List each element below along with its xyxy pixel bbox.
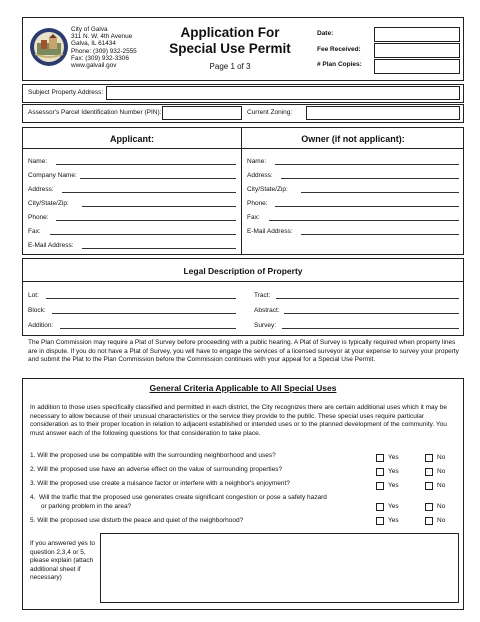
applicant-phone-label: Phone: xyxy=(28,214,49,221)
criteria-intro: In addition to those uses specifically classified and permitted in each district, the City recognizes there are certain additional uses which it may be necessary to allow because of their unusual characteristics or the service they provide to the public. These special uses require particular consideration as to their proper location in relation to adjacent established or intended uses or to the planned development of the community. You must answer each of the following questions for that consideration to take place. xyxy=(30,404,447,437)
pin-label: Assessor's Parcel Identification Number (PIN): xyxy=(28,109,162,116)
question-4-no-label: No xyxy=(437,503,446,510)
addition-label: Addition: xyxy=(28,322,54,329)
question-4-yes-label: Yes xyxy=(388,503,399,510)
question-1-no-label: No xyxy=(437,454,446,461)
question-5-yes-label: Yes xyxy=(388,517,399,524)
plat-survey-note: The Plan Commission may require a Plat of Survey before proceeding with a public hearing. A Plat of Survey is typically required when property lines are in dispute. If you do not have a Plat of Survey, you will have to engage the services of a licensed surveyor at your expense to survey your property and submit the Plat to the Plan Commission before the Commission continues with your appeal for a Special Use Permit. xyxy=(28,339,459,364)
question-5-no-checkbox[interactable] xyxy=(425,517,433,525)
owner-email-label: E-Mail Address: xyxy=(247,228,293,235)
legal-title: Legal Description of Property xyxy=(183,266,303,276)
question-3: 3. Will the proposed use create a nuisance factor or interfere with a neighbor's enjoyment? xyxy=(30,480,290,487)
applicant-owner-rule xyxy=(22,148,464,149)
question-2-yes-label: Yes xyxy=(388,468,399,475)
city-fax: Fax: (309) 932-3306 xyxy=(71,54,129,62)
question-1-yes-checkbox[interactable] xyxy=(376,454,384,462)
plan-copies-field[interactable] xyxy=(374,59,460,74)
applicant-company-label: Company Name: xyxy=(28,172,77,179)
abstract-field[interactable] xyxy=(284,305,459,314)
owner-fax-field[interactable] xyxy=(269,212,459,221)
applicant-company-field[interactable] xyxy=(80,170,236,179)
question-2: 2. Will the proposed use have an adverse effect on the value of surrounding properties? xyxy=(30,466,283,473)
applicant-address-field[interactable] xyxy=(62,184,236,193)
applicant-fax-label: Fax: xyxy=(28,228,41,235)
survey-label: Survey: xyxy=(254,322,277,329)
applicant-email-label: E-Mail Address: xyxy=(28,242,74,249)
owner-email-field[interactable] xyxy=(301,226,459,235)
block-label: Block: xyxy=(28,307,46,314)
question-5-no-label: No xyxy=(437,517,446,524)
applicant-city-field[interactable] xyxy=(82,198,236,207)
question-2-no-checkbox[interactable] xyxy=(425,468,433,476)
owner-phone-field[interactable] xyxy=(275,198,459,207)
zoning-label: Current Zoning: xyxy=(247,109,293,116)
block-field[interactable] xyxy=(52,305,236,314)
fee-received-field[interactable] xyxy=(374,43,460,58)
owner-address-label: Address: xyxy=(247,172,273,179)
question-1: 1. Will the proposed use be compatible with the surrounding neighborhood and uses? xyxy=(30,452,276,459)
applicant-name-label: Name: xyxy=(28,158,48,165)
pin-field[interactable] xyxy=(162,106,242,120)
question-1-no-checkbox[interactable] xyxy=(425,454,433,462)
applicant-title: Applicant: xyxy=(110,134,154,144)
applicant-city-label: City/State/Zip: xyxy=(28,200,69,207)
zoning-field[interactable] xyxy=(306,106,460,120)
city-website[interactable]: www.galvail.gov xyxy=(71,62,117,70)
question-1-yes-label: Yes xyxy=(388,454,399,461)
applicant-phone-field[interactable] xyxy=(56,212,236,221)
city-locality: Galva, IL 61434 xyxy=(71,40,116,48)
question-2-no-label: No xyxy=(437,468,446,475)
city-name: City of Galva xyxy=(71,26,108,33)
applicant-address-label: Address: xyxy=(28,186,54,193)
owner-address-field[interactable] xyxy=(281,170,459,179)
question-3-yes-label: Yes xyxy=(388,482,399,489)
owner-phone-label: Phone: xyxy=(247,200,268,207)
question-3-yes-checkbox[interactable] xyxy=(376,482,384,490)
criteria-title: General Criteria Applicable to All Special Uses xyxy=(149,383,337,393)
tract-label: Tract: xyxy=(254,292,271,299)
question-5-yes-checkbox[interactable] xyxy=(376,517,384,525)
owner-city-label: City/State/Zip: xyxy=(247,186,288,193)
question-3-no-label: No xyxy=(437,482,446,489)
question-3-no-checkbox[interactable] xyxy=(425,482,433,490)
lot-label: Lot: xyxy=(28,292,39,299)
city-contact-block xyxy=(71,26,137,69)
subject-address-field[interactable] xyxy=(106,86,460,100)
owner-name-field[interactable] xyxy=(275,156,459,165)
question-5: 5. Will the proposed use disturb the peace and quiet of the neighborhood? xyxy=(30,517,244,524)
form-title-line1: Application For xyxy=(180,25,280,40)
survey-field[interactable] xyxy=(282,320,459,329)
city-phone: Phone: (309) 932-2555 xyxy=(71,47,137,55)
explain-textarea[interactable] xyxy=(100,533,459,603)
owner-fax-label: Fax: xyxy=(247,214,260,221)
subject-address-label: Subject Property Address: xyxy=(28,89,104,96)
tract-field[interactable] xyxy=(276,290,459,299)
question-2-yes-checkbox[interactable] xyxy=(376,468,384,476)
abstract-label: Abstract: xyxy=(254,307,280,314)
owner-city-field[interactable] xyxy=(301,184,459,193)
explain-instructions: If you answered yes to question 2,3,4 or 5, please explain (attach additional sheet if necessary) xyxy=(30,540,96,582)
page-indicator: Page 1 of 3 xyxy=(209,62,251,71)
addition-field[interactable] xyxy=(60,320,236,329)
owner-name-label: Name: xyxy=(247,158,267,165)
applicant-email-field[interactable] xyxy=(82,240,236,249)
applicant-owner-divider xyxy=(241,127,242,255)
fee-received-label: Fee Received: xyxy=(317,46,361,53)
applicant-fax-field[interactable] xyxy=(50,226,236,235)
question-4: 4. Will the traffic that the proposed use generates create significant congestion or pose a safety hazard or parking problem in the area? xyxy=(30,494,327,510)
question-4-no-checkbox[interactable] xyxy=(425,503,433,511)
owner-title: Owner (if not applicant): xyxy=(301,134,405,144)
applicant-name-field[interactable] xyxy=(56,156,236,165)
form-title-line2: Special Use Permit xyxy=(169,41,291,56)
question-4-yes-checkbox[interactable] xyxy=(376,503,384,511)
plan-copies-label: # Plan Copies: xyxy=(317,61,362,68)
city-street: 311 N. W. 4th Avenue xyxy=(71,33,133,41)
date-field[interactable] xyxy=(374,27,460,42)
city-seal-logo xyxy=(29,27,69,67)
lot-field[interactable] xyxy=(46,290,236,299)
date-label: Date: xyxy=(317,30,334,37)
legal-title-rule xyxy=(22,281,464,282)
